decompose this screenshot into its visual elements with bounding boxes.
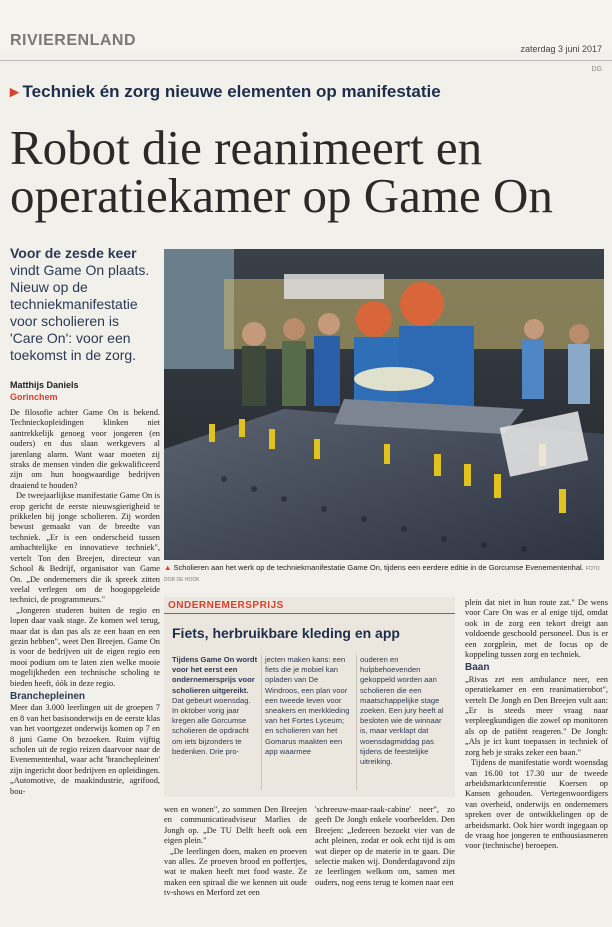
intro-text: vindt Game On plaats. Nieuw op de techniekmanifestatie voor scholieren is 'Care On': voor een toekomst in de zorg. <box>10 262 150 363</box>
subheading: Branchepleinen <box>10 690 86 702</box>
paragraph: Tijdens de manifestatie wordt woensdag van 16.00 tot 17.30 uur de tweede arbeidsmarktconferentie Koersen op Kansen gehouden. Vertegenwoordigers van overheid, onderwijs en ondernemers spreken over de ontwikkelingen op de arbeidsmarkt. Ook hier wordt ingegaan op de vraag hoe jongeren te enthousiasmeren voor (technische) beroepen. <box>465 758 608 851</box>
box-text: Dat gebeurt woensdag. In oktober vorig jaar kregen alle Gorcumse scholieren de opdracht om iets bijzonders te bedenken. Drie pro- <box>172 695 251 756</box>
paragraph: „De leerlingen doen, maken en proeven van alles. Ze proeven brood en poffertjes, wat te maken heeft met food waste. Ze maken een spiraal die we kennen uit oude tv-shows en Merford zet een <box>164 846 307 898</box>
subheading: Baan <box>465 662 490 674</box>
section-name: RIVIERENLAND <box>10 32 137 49</box>
box-title: Fiets, herbruikbare kleding en app <box>172 625 400 641</box>
intro <box>10 245 155 364</box>
box-kicker: ONDERNEMERSPRIJS <box>168 600 284 611</box>
paragraph: Meer dan 3.000 leerlingen uit de groepen 7 en 8 van het basisonderwijs en de eerste klas van het voortgezet onderwijs komen op 7 en 8 juni Game On bezoeken. Ruim vijftig scholen uit de regio reizen daarvoor naar de Evenementenhal, waar acht 'branchepleinen' zijn ingericht door bedrijven en opleidingen. „Automotive, de maakindustrie, agrifood, bou- <box>10 703 160 796</box>
paragraph: 'schreeuw-maar-raak-cabine' neer", zo geeft De Jongh enkele voorbeelden. Den Breejen: „Iedereen bezoekt vier van de acht pleinen, zodat er ook echt tijd is om wat dieper op de materie in te gaan. Die selectie maken wij. Donderdagavond zijn ze leerlingen welkom om, samen met ouders, nog eens terug te komen naar een <box>315 805 455 887</box>
paragraph: De filosofie achter Game On is bekend. Technieckopleidingen klinken niet aantrekkelijk genoeg voor jongeren (en ouders) en dus slaan werkgevers al jarenlang alarm. Want waar moeten zij straks de mensen vinden die gekwalificeerd zijn om hun hoogwaardige bedrijven draaiend te houden? <box>10 408 160 490</box>
welding-photo-illustration <box>164 249 604 560</box>
article-column-5 <box>465 598 608 925</box>
box-column-3: ouderen en hulpbehoevenden gekoppeld worden aan scholieren die een maatschappelijke stage zoeken. Een jury heeft al besloten wie de winnaar is, maar verklapt dat woensdagmiddag pas tijdens de feestelijke uitreiking. <box>360 655 444 767</box>
issue-date: zaterdag 3 juni 2017 <box>520 44 602 54</box>
caption-text: Scholieren aan het werk op de techniekmanifestatie Game On, tijdens een eerdere editie in de Gorcumse Evenementenhal. <box>173 563 584 572</box>
paragraph: De tweejaarlijkse manifestatie Game On is erop gericht de eerste nieuwsgierigheid te prikkelen bij jonge scholieren. Zij worden bewust gemaakt van de breedte van techniek. „Er is een onderscheid tussen ambachtelijke en innovatieve techniek", vertelt Ton den Breejen, directeur van School & Bedrijf, organisator van Game On. „De ondernemers die ik spreek zitten veelal verlegen om de hoogopgeleide technici, de programmeurs." <box>10 491 160 605</box>
box-column-2: jecten maken kans: een fiets die je mobiel kan opladen van De Windroos, een plan voor een tweede leven voor sneakers en merkkleding van het Fortes Lyceum; en scholieren van het Gomarus maakten een app waarmee <box>265 655 350 756</box>
box-column-divider <box>356 655 357 790</box>
box-column-divider <box>261 655 262 790</box>
box-rule <box>164 613 455 614</box>
article-column-1 <box>10 408 160 923</box>
page-code: DG <box>591 66 602 73</box>
photo-caption <box>164 563 604 585</box>
paragraph: wen en wonen", zo sommen Den Breejen en communicatieadviseur Marlies de Jongh op. „De TU Delft heeft ook een eigen plein." <box>164 805 307 846</box>
box-lead: Tijdens Game On wordt voor het eerst een ondernemersprijs voor scholieren uitgereikt. <box>172 655 258 695</box>
article-column-3 <box>164 805 307 925</box>
kicker-text: Techniek én zorg nieuwe elementen op manifestatie <box>22 82 441 101</box>
article-photo <box>164 249 604 560</box>
kicker-arrow-icon: ▸ <box>10 82 19 101</box>
article-column-4 <box>315 805 455 925</box>
intro-lead: Voor de zesde keer <box>10 245 137 261</box>
paragraph: „Rivas zet een ambulance neer, een operatiekamer en een reanimatierobot", vertelt De Jongh en Den Breejen vult aan: „Er is steeds meer vraag naar verpleegkundigen die zowel op monitoren als op de patiënt reageren." De Jongh: „Als je ict kunt toepassen in techniek of zorg heb je straks zeker een baan." <box>465 674 608 757</box>
caption-triangle-icon: ▲ <box>164 563 174 572</box>
headline: Robot die reanimeert en operatiekamer op Game On <box>10 120 553 223</box>
paragraph: „Jongeren studeren buiten de regio en lopen daar vaak stage. Ze komen wel terug, maar dat is dan pas als ze een baan en een gezin hebben", weet Den Breejen. Game On is voor de bedrijven uit de eigen regio een mooi podium om te laten zien welke mooie mogelijkheden een technische scholing te bieden heeft, óók in deze regio. <box>10 605 160 688</box>
paragraph: plein dat niet in hun route zat." De wens voor Care On was er al enige tijd, omdat ook in de zorg een tekort dreigt aan voldoende geschoold personeel. Dus is er een zorgplein, met de focus op de koppeling tussen zorg en techniek. <box>465 598 608 660</box>
dateline: Gorinchem <box>10 392 58 402</box>
box-column-1 <box>172 655 258 757</box>
masthead-rule <box>0 60 612 61</box>
byline: Matthijs Daniels <box>10 380 79 390</box>
photo-credit: FOTO DOR DE HOOK <box>164 566 600 583</box>
kicker <box>10 82 441 102</box>
